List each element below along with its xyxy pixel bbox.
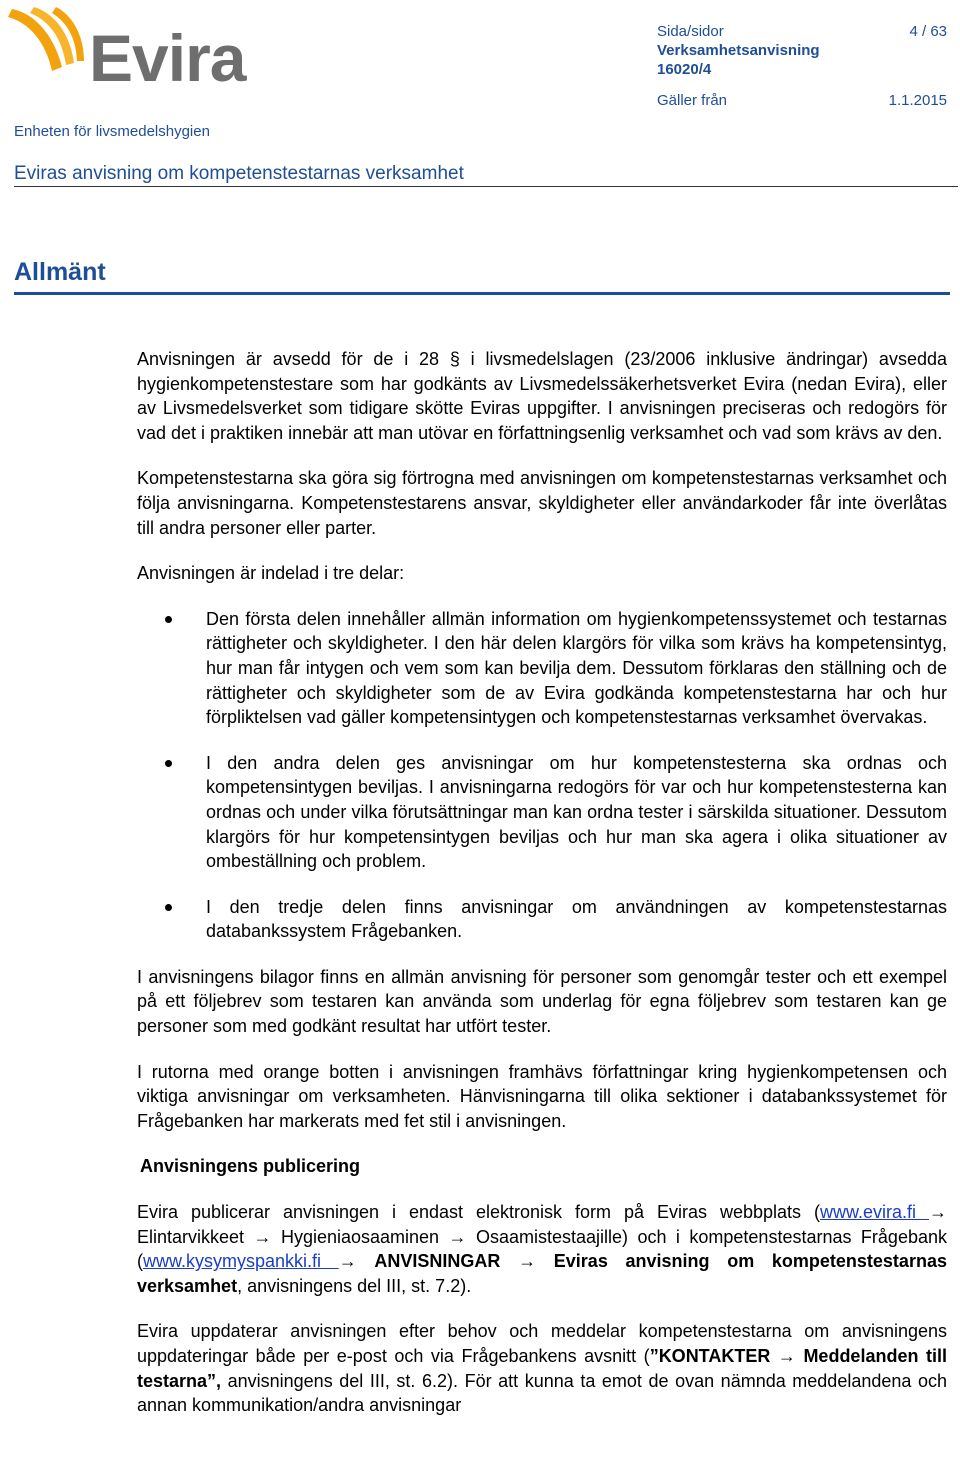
paragraph-4: I anvisningens bilagor finns en allmän anvisning för personer som genomgår tester och ett exempel på ett följebrev som testaren kan använda som underlag för egna följebrev som testaren kan ge personer som med godkänt resultat har utfört tester. [137,966,947,1037]
paragraph-1: Anvisningen är avsedd för de i 28 § i livsmedelslagen (23/2006 inklusive ändringar) avsedda hygienkompetenstestare som har godkänts av Livsmedelssäkerhetsverket Evira (nedan Evira), eller av Livsmedelsverket som tidigare skötte Eviras uppgifter. I anvisningen preciseras och redogörs för vad det i praktiken innebär att man utövar en författningsenlig verksamhet och vad som krävs av den. [137,349,947,443]
bullet-icon [165,616,172,623]
bullet-icon [165,760,172,767]
list-item-text: I den tredje delen finns anvisningar om användningen av kompetenstestarnas databankssystem Frågebanken. [206,896,947,942]
subheading-publication: Anvisningens publicering [140,1156,361,1177]
paragraph-3: Anvisningen är indelad i tre delar: [137,563,405,584]
header-divider [14,186,958,187]
doc-number: 16020/4 [657,61,712,78]
paragraph-6: Evira publicerar anvisningen i endast elektronisk form på Eviras webbplats (www.evira.fi → Elintarvikkeet → Hygieniaosaaminen → Osaamistestaajille) och i kompetenstestarnas Frågebank (www.kysymyspankki.fi → ANVISNINGAR → Eviras anvisning om kompetenstestarnas verksamhet, anvisningens del III, st. 7.2). [137,1202,947,1296]
bullet-icon [165,904,172,911]
doc-type: Verksamhetsanvisning [657,42,820,59]
logo-wordmark: Evira [89,21,246,95]
page-label: Sida/sidor [657,23,724,40]
paragraph-2: Kompetenstestarna ska göra sig förtrogna med anvisningen om kompetenstestarnas verksamhet och följa anvisningarna. Kompetenstestarens ansvar, skyldigheter eller användarkoder får inte överlåtas till andra personer eller parter. [137,468,947,538]
page-value: 4 / 63 [909,23,947,40]
kysymyspankki-link[interactable]: www.kysymyspankki.fi [143,1251,339,1272]
document-meta [657,22,947,110]
document-title: Eviras anvisning om kompetenstestarnas verksamhet [14,163,464,184]
list-item [137,895,947,944]
section-divider [14,292,950,295]
evira-logo [4,5,264,95]
document-body [137,347,947,1439]
unit-name: Enheten för livsmedelshygien [14,123,210,140]
paragraph-5: I rutorna med orange botten i anvisningen framhävs författningar kring hygienkompetensen och viktiga anvisningar om verksamheten. Hänvisningarna till olika sektioner i databankssystemet för Frågebanken har markerats med fet stil i anvisningen. [137,1061,947,1131]
list-item [137,751,947,874]
paragraph-7: Evira uppdaterar anvisningen efter behov och meddelar kompetenstestarna om anvisningens uppdateringar både per e-post och via Frågebankens avsnitt (”KONTAKTER → Meddelanden till testarna”, anvisningens del III, st. 6.2). För att kunna ta emot de ovan nämnda meddelandena och annan kommunikation/andra anvisningar [137,1321,947,1416]
evira-link[interactable]: www.evira.fi [820,1202,929,1223]
list-item-text: I den andra delen ges anvisningar om hur kompetenstesterna ska ordnas och kompetensintygen beviljas. I anvisningarna redogörs för var och hur kompetenstesterna kan ordnas och under vilka förutsättningar man kan ordna tester i särskilda situationer. Dessutom klargörs för hur kompetensintygen beviljas och hur man ska agera i olika situationer av ombeställning och problem. [206,752,947,872]
valid-from-label: Gäller från [657,92,728,109]
evira-logo-mark [4,5,94,87]
section-title: Allmänt [14,258,106,286]
valid-from-value: 1.1.2015 [888,92,947,109]
list-item [137,607,947,730]
bullet-list [137,607,947,944]
list-item-text: Den första delen innehåller allmän information om hygienkompetenssystemet och testarnas rättigheter och skyldigheter. I den här delen klargörs för vilka som krävs ha kompetensintyg, hur man får intygen och vem som kan bevilja dem. Dessutom förklaras den ställning och de rättigheter och skyldigheter som de av Evira godkända kompetenstestarna har och hur förpliktelsen vad gäller kompetensintygen och kompetenstestarnas verksamhet övervakas. [206,608,947,728]
